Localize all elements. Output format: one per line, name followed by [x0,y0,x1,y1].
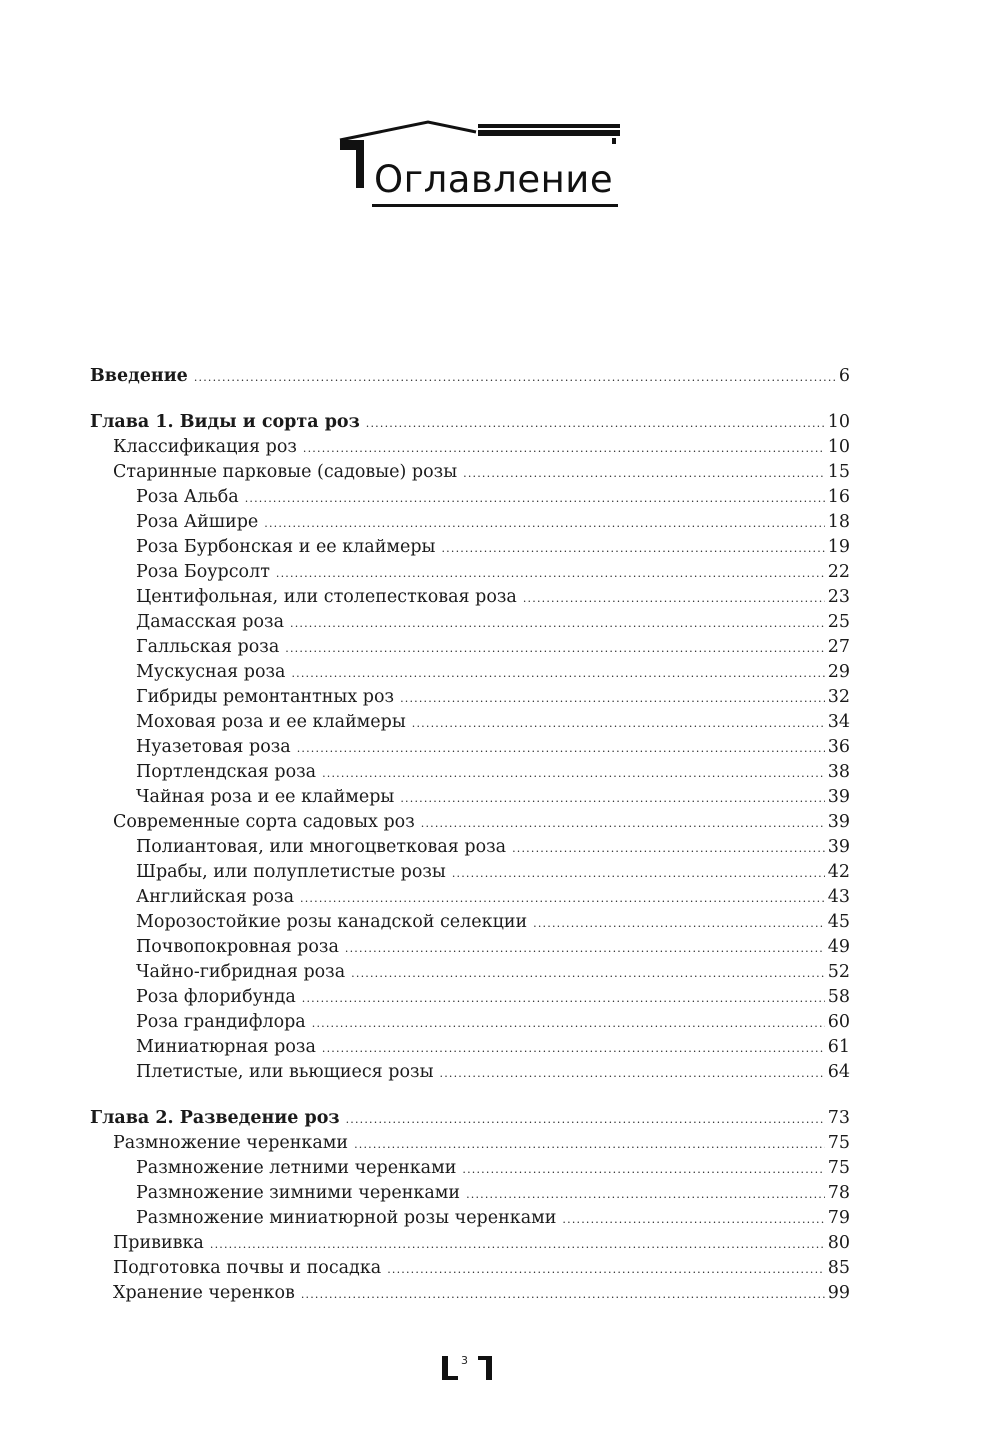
dot-leader [312,1011,825,1036]
page-title: Оглавление [374,158,614,201]
toc-entry-title: Размножение черенками [113,1133,349,1153]
toc-entry[interactable] [90,1256,850,1281]
toc-entry[interactable] [90,835,850,860]
toc-entry[interactable] [90,364,850,389]
toc-entry-page: 19 [827,537,850,557]
dot-leader [303,436,825,461]
toc-entry[interactable] [90,510,850,535]
dot-leader [412,711,825,736]
toc-entry-page: 73 [827,1108,850,1128]
dot-leader [441,536,824,561]
dot-leader [440,1061,825,1086]
toc-entry-page: 78 [827,1183,850,1203]
toc-entry-page: 75 [827,1158,850,1178]
toc-entry-title: Хранение черенков [113,1283,295,1303]
toc-entry[interactable] [90,610,850,635]
toc-entry-title: Роза Айшире [136,512,259,532]
toc-entry-page: 80 [827,1233,850,1253]
toc-entry-page: 58 [827,987,850,1007]
dot-leader [194,365,836,390]
toc-entry[interactable] [90,435,850,460]
toc-entry-title: Роза флорибунда [136,987,296,1007]
toc-entry-page: 27 [827,637,850,657]
toc-entry-page: 45 [827,912,850,932]
toc-entry-page: 25 [827,612,850,632]
toc-entry[interactable] [90,910,850,935]
toc-entry-title: Введение [90,366,188,386]
toc-entry[interactable] [90,1281,850,1306]
toc-entry[interactable] [90,1206,850,1231]
toc-entry[interactable] [90,735,850,760]
toc-entry[interactable] [90,785,850,810]
dot-leader [302,986,825,1011]
toc-entry[interactable] [90,985,850,1010]
dot-leader [387,1257,825,1282]
toc-entry-page: 23 [827,587,850,607]
toc-entry-title: Миниатюрная роза [136,1037,316,1057]
dot-leader [400,786,824,811]
toc-entry-page: 75 [827,1133,850,1153]
toc-entry[interactable] [90,960,850,985]
dot-leader [301,1282,825,1307]
dot-leader [290,611,825,636]
toc-entry-page: 39 [827,837,850,857]
dot-leader [466,1182,825,1207]
toc-entry[interactable] [90,1035,850,1060]
toc-entry-page: 64 [827,1062,850,1082]
toc-entry-page: 43 [827,887,850,907]
dot-leader [523,586,825,611]
dot-leader [366,411,825,436]
dot-leader [421,811,825,836]
toc-entry-title: Портлендская роза [136,762,317,782]
toc-entry-page: 6 [838,366,850,386]
dot-leader [291,661,824,686]
toc-entry[interactable] [90,410,850,435]
dot-leader [345,936,825,961]
dot-leader [297,736,825,761]
toc-entry-page: 61 [827,1037,850,1057]
dot-leader [346,1107,825,1132]
toc-entry-title: Роза Боурсолт [136,562,270,582]
toc-entry[interactable] [90,585,850,610]
toc-entry-page: 15 [827,462,850,482]
toc-entry[interactable] [90,810,850,835]
toc-entry-title: Современные сорта садовых роз [113,812,415,832]
toc-heading [336,118,626,214]
toc-entry[interactable] [90,1156,850,1181]
dot-leader [285,636,824,661]
toc-entry-title: Размножение миниатюрной розы черенками [136,1208,557,1228]
toc-entry-title: Нуазетовая роза [136,737,291,757]
dot-leader [300,886,825,911]
toc-entry-page: 79 [827,1208,850,1228]
toc-entry[interactable] [90,935,850,960]
dot-leader [322,1036,825,1061]
toc-entry-page: 32 [827,687,850,707]
dot-leader [562,1207,824,1232]
toc-entry-page: 29 [827,662,850,682]
toc-entry-title: Размножение зимними черенками [136,1183,461,1203]
toc-entry-page: 38 [827,762,850,782]
toc-entry-page: 22 [827,562,850,582]
toc-entry[interactable] [90,685,850,710]
toc-entry-page: 10 [827,412,850,432]
toc-entry-title: Подготовка почвы и посадка [113,1258,382,1278]
dot-leader [276,561,825,586]
toc-entry[interactable] [90,1010,850,1035]
dot-leader [533,911,825,936]
toc-entry-page: 85 [827,1258,850,1278]
dot-leader [463,461,825,486]
page-number: 3 [461,1354,468,1367]
toc-entry-page: 52 [827,962,850,982]
toc-entry-title: Роза грандифлора [136,1012,306,1032]
toc-entry-page: 10 [827,437,850,457]
toc-entry[interactable] [90,1131,850,1156]
toc-entry-title: Дамасская роза [136,612,284,632]
toc-entry-title: Роза Альба [136,487,239,507]
toc-entry[interactable] [90,710,850,735]
toc-entry-title: Чайно-гибридная роза [136,962,346,982]
toc-entry[interactable] [90,1181,850,1206]
toc-entry-page: 18 [827,512,850,532]
toc-entry-title: Галльская роза [136,637,280,657]
dot-leader [462,1157,824,1182]
toc-entry-title: Полиантовая, или многоцветковая роза [136,837,507,857]
toc-entry-title: Чайная роза и ее клаймеры [136,787,395,807]
dot-leader [210,1232,825,1257]
dot-leader [354,1132,825,1157]
toc-entry-title: Почвопокровная роза [136,937,339,957]
toc-entry-title: Роза Бурбонская и ее клаймеры [136,537,436,557]
toc-entry-title: Мускусная роза [136,662,286,682]
toc-entry-title: Гибриды ремонтантных роз [136,687,395,707]
table-of-contents [90,364,850,1306]
toc-entry[interactable] [90,760,850,785]
toc-entry[interactable] [90,460,850,485]
toc-entry[interactable] [90,535,850,560]
toc-entry[interactable] [90,560,850,585]
page-footer [440,1352,500,1384]
toc-entry[interactable] [90,860,850,885]
toc-entry-page: 60 [827,1012,850,1032]
toc-entry-page: 42 [827,862,850,882]
toc-entry[interactable] [90,885,850,910]
toc-entry-title: Прививка [113,1233,204,1253]
footer-bracket-ornament [440,1352,500,1384]
toc-entry[interactable] [90,485,850,510]
dot-leader [400,686,825,711]
toc-entry-page: 49 [827,937,850,957]
toc-entry-title: Шрабы, или полуплетистые розы [136,862,446,882]
toc-entry-title: Моховая роза и ее клаймеры [136,712,406,732]
dot-leader [452,861,825,886]
toc-entry-title: Классификация роз [113,437,297,457]
dot-leader [264,511,824,536]
toc-entry-title: Плетистые, или вьющиеся розы [136,1062,434,1082]
dot-leader [512,836,825,861]
toc-entry-page: 99 [827,1283,850,1303]
dot-leader [322,761,825,786]
toc-entry-page: 39 [827,812,850,832]
toc-entry[interactable] [90,1060,850,1085]
toc-entry-title: Глава 1. Виды и сорта роз [90,412,360,432]
toc-entry-page: 34 [827,712,850,732]
toc-entry-title: Размножение летними черенками [136,1158,457,1178]
dot-leader [245,486,825,511]
toc-entry-page: 36 [827,737,850,757]
toc-entry-page: 16 [827,487,850,507]
toc-entry-title: Глава 2. Разведение роз [90,1108,340,1128]
toc-entry-title: Центифольная, или столепестковая роза [136,587,517,607]
toc-entry-title: Английская роза [136,887,295,907]
toc-entry[interactable] [90,1231,850,1256]
toc-entry-page: 39 [827,787,850,807]
toc-entry[interactable] [90,660,850,685]
toc-entry[interactable] [90,1106,850,1131]
toc-entry-title: Старинные парковые (садовые) розы [113,462,458,482]
toc-entry[interactable] [90,635,850,660]
toc-entry-title: Морозостойкие розы канадской селекции [136,912,528,932]
dot-leader [351,961,825,986]
